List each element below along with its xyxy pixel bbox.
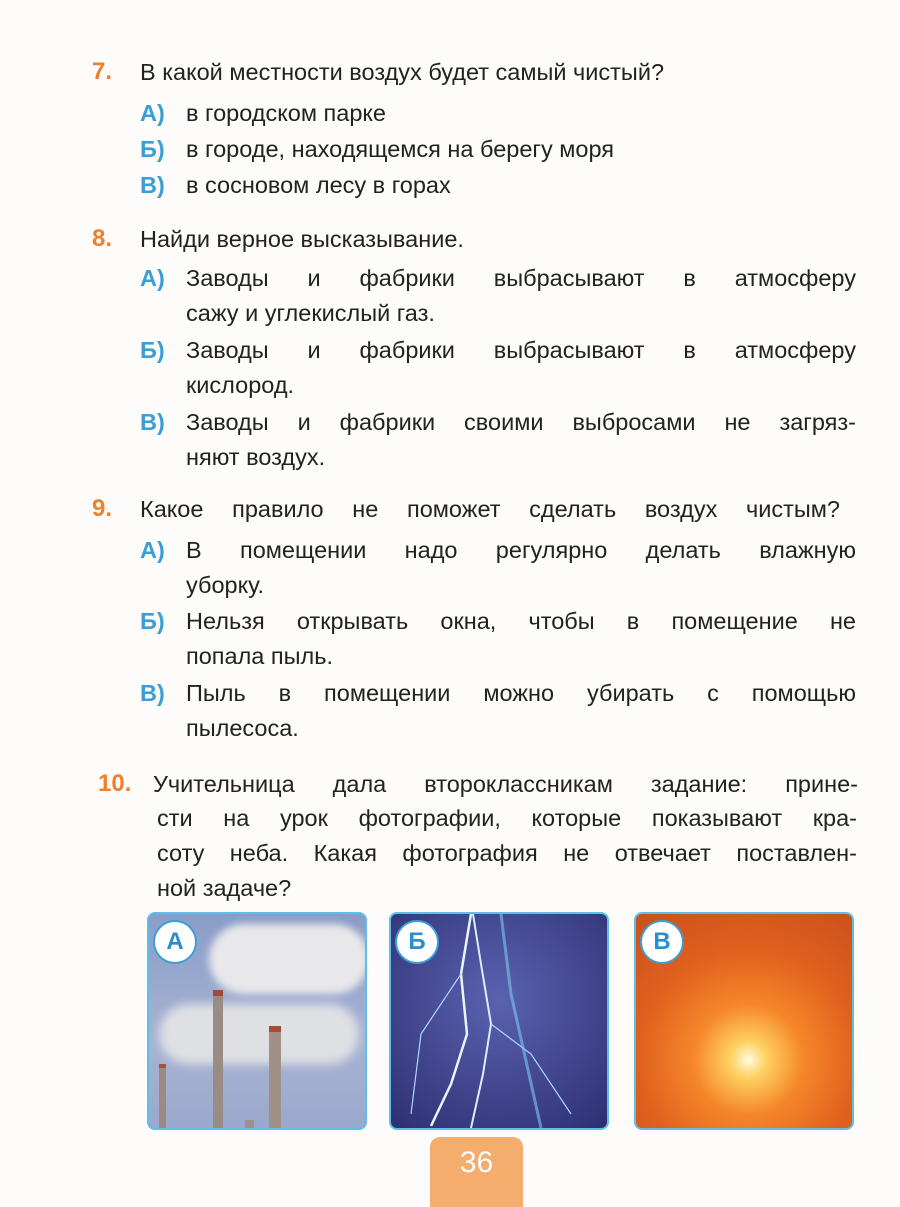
option-text: кислород. — [186, 372, 295, 398]
photo-label: В — [640, 920, 684, 964]
factory-chimneys-smoke-photo — [147, 912, 367, 1130]
photo-label: Б — [395, 920, 439, 964]
question-text: соту неба. Какая фотография не отвечает поставлен- — [157, 840, 857, 866]
option-text: няют воздух. — [186, 444, 326, 470]
option-text: пылесоса. — [186, 715, 299, 741]
question-number: 7. — [92, 58, 113, 85]
option-text: Пыль в помещении можно убирать с помощью — [186, 680, 856, 706]
option-letter: А) — [140, 537, 165, 563]
question-text: Учительница дала второклассникам задание: прине- — [153, 771, 858, 797]
option-letter: В) — [140, 172, 165, 198]
option-letter: А) — [140, 100, 165, 126]
option-letter: В) — [140, 680, 165, 706]
option-text: уборку. — [186, 572, 265, 598]
option-letter: Б) — [140, 608, 165, 634]
question-number: 8. — [92, 225, 113, 252]
option-text: Нельзя открывать окна, чтобы в помещение не — [186, 608, 856, 634]
option-text: сажу и углекислый газ. — [186, 300, 435, 326]
question-number: 9. — [92, 495, 113, 522]
question-text: Какое правило не поможет сделать воздух чистым? — [140, 496, 840, 522]
sunset-photo — [634, 912, 854, 1130]
option-text: В помещении надо регулярно делать влажную — [186, 537, 856, 563]
option-text: Заводы и фабрики выбрасывают в атмосферу — [186, 337, 856, 363]
option-letter: В) — [140, 409, 165, 435]
question-number: 10. — [98, 770, 132, 797]
option-letter: А) — [140, 265, 165, 291]
option-text: в сосновом лесу в горах — [186, 172, 451, 198]
option-text: в городском парке — [186, 100, 387, 126]
question-text: Найди верное высказывание. — [140, 226, 464, 252]
option-text: в городе, находящемся на берегу моря — [186, 136, 615, 162]
lightning-photo — [389, 912, 609, 1130]
question-text: ной задаче? — [157, 875, 292, 901]
photo-label: А — [153, 920, 197, 964]
option-letter: Б) — [140, 136, 165, 162]
option-text: Заводы и фабрики выбрасывают в атмосферу — [186, 265, 856, 291]
question-text: В какой местности воздух будет самый чистый? — [140, 59, 665, 85]
option-letter: Б) — [140, 337, 165, 363]
page-number: 36 — [430, 1137, 523, 1207]
question-text: сти на урок фотографии, которые показывают кра- — [157, 805, 857, 831]
option-text: Заводы и фабрики своими выбросами не загряз- — [186, 409, 856, 435]
option-text: попала пыль. — [186, 643, 334, 669]
